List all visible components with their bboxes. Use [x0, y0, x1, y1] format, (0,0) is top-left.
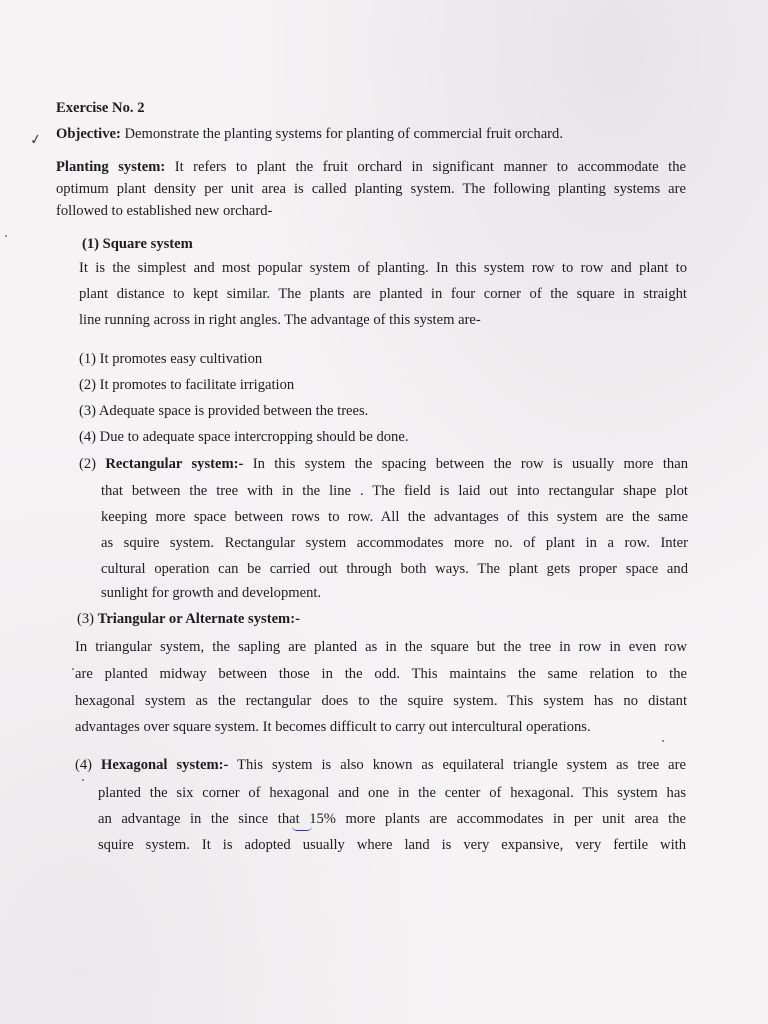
- hexagonal-line-2: planted the six corner of hexagonal and one in the center of hexagonal. This system has: [98, 785, 686, 801]
- objective-text: Demonstrate the planting systems for planting of commercial fruit orchard.: [120, 126, 563, 142]
- hexagonal-system-label: Hexagonal system:-: [101, 757, 229, 773]
- triangular-line-2: are planted midway between those in the odd. This maintains the same relation to the: [75, 666, 687, 682]
- rectangular-line-6: sunlight for growth and development.: [101, 585, 322, 601]
- tick-mark-icon: ✓: [28, 132, 43, 149]
- rectangular-line-4: as squire system. Rectangular system accommodates more no. of plant in a row. Inter: [101, 535, 688, 551]
- rectangular-line-3: keeping more space between rows to row. All the advantages of this system are the same: [101, 509, 688, 525]
- planting-system-label: Planting system:: [56, 159, 166, 175]
- objective-line: [56, 125, 563, 143]
- advantage-item: (1) It promotes easy cultivation: [79, 351, 263, 367]
- square-line-3: line running across in right angles. The advantage of this system are-: [79, 312, 481, 328]
- square-system-heading: (1) Square system: [82, 236, 193, 252]
- advantage-item: (4) Due to adequate space intercropping should be done.: [79, 429, 409, 445]
- advantage-item: (2) It promotes to facilitate irrigation: [79, 377, 295, 393]
- hexagonal-line-1: (4) Hexagonal system:- This system is also known as equilateral triangle system as tree are: [75, 757, 686, 773]
- objective-label: Objective:: [56, 126, 121, 142]
- rectangular-line-2: that between the tree with in the line . The field is laid out into rectangular shape plot: [101, 483, 688, 499]
- hexagonal-line-3: an advantage in the since that 15% more plants are accommodates in per unit area the: [98, 811, 686, 827]
- triangular-line-1: In triangular system, the sapling are planted as in the square but the tree in row in even row: [75, 639, 687, 655]
- exercise-title: Exercise No. 2: [56, 100, 145, 116]
- scan-speck: [5, 235, 7, 237]
- planting-system-line-2: optimum plant density per unit area is called planting system. The following planting systems are: [56, 181, 686, 197]
- rectangular-line-5: cultural operation can be carried out through both ways. The plant gets proper space and: [101, 561, 688, 577]
- scan-speck: [662, 740, 664, 742]
- planting-system-line-1: Planting system: It refers to plant the fruit orchard in significant manner to accommodate the: [56, 159, 686, 175]
- triangular-line-4: advantages over square system. It becomes difficult to carry out intercultural operations.: [75, 719, 591, 735]
- square-line-1: It is the simplest and most popular system of planting. In this system row to row and plant to: [79, 260, 687, 276]
- scan-speck: [72, 668, 74, 670]
- triangular-heading: (3) Triangular or Alternate system:-: [77, 611, 300, 627]
- scan-speck: [82, 779, 84, 781]
- square-line-2: plant distance to kept similar. The plants are planted in four corner of the square in straight: [79, 286, 687, 302]
- triangular-line-3: hexagonal system as the rectangular does to the squire system. This system has no distant: [75, 693, 687, 709]
- advantage-item: (3) Adequate space is provided between the trees.: [79, 403, 369, 419]
- triangular-system-label: Triangular or Alternate system:-: [97, 611, 300, 627]
- rectangular-system-label: Rectangular system:-: [105, 456, 244, 472]
- pen-underline-mark: [292, 826, 312, 831]
- hexagonal-line-4: squire system. It is adopted usually where land is very expansive, very fertile with: [98, 837, 686, 853]
- rectangular-line-1: (2) Rectangular system:- In this system the spacing between the row is usually more than: [79, 456, 688, 472]
- planting-system-line-3: followed to established new orchard-: [56, 203, 273, 219]
